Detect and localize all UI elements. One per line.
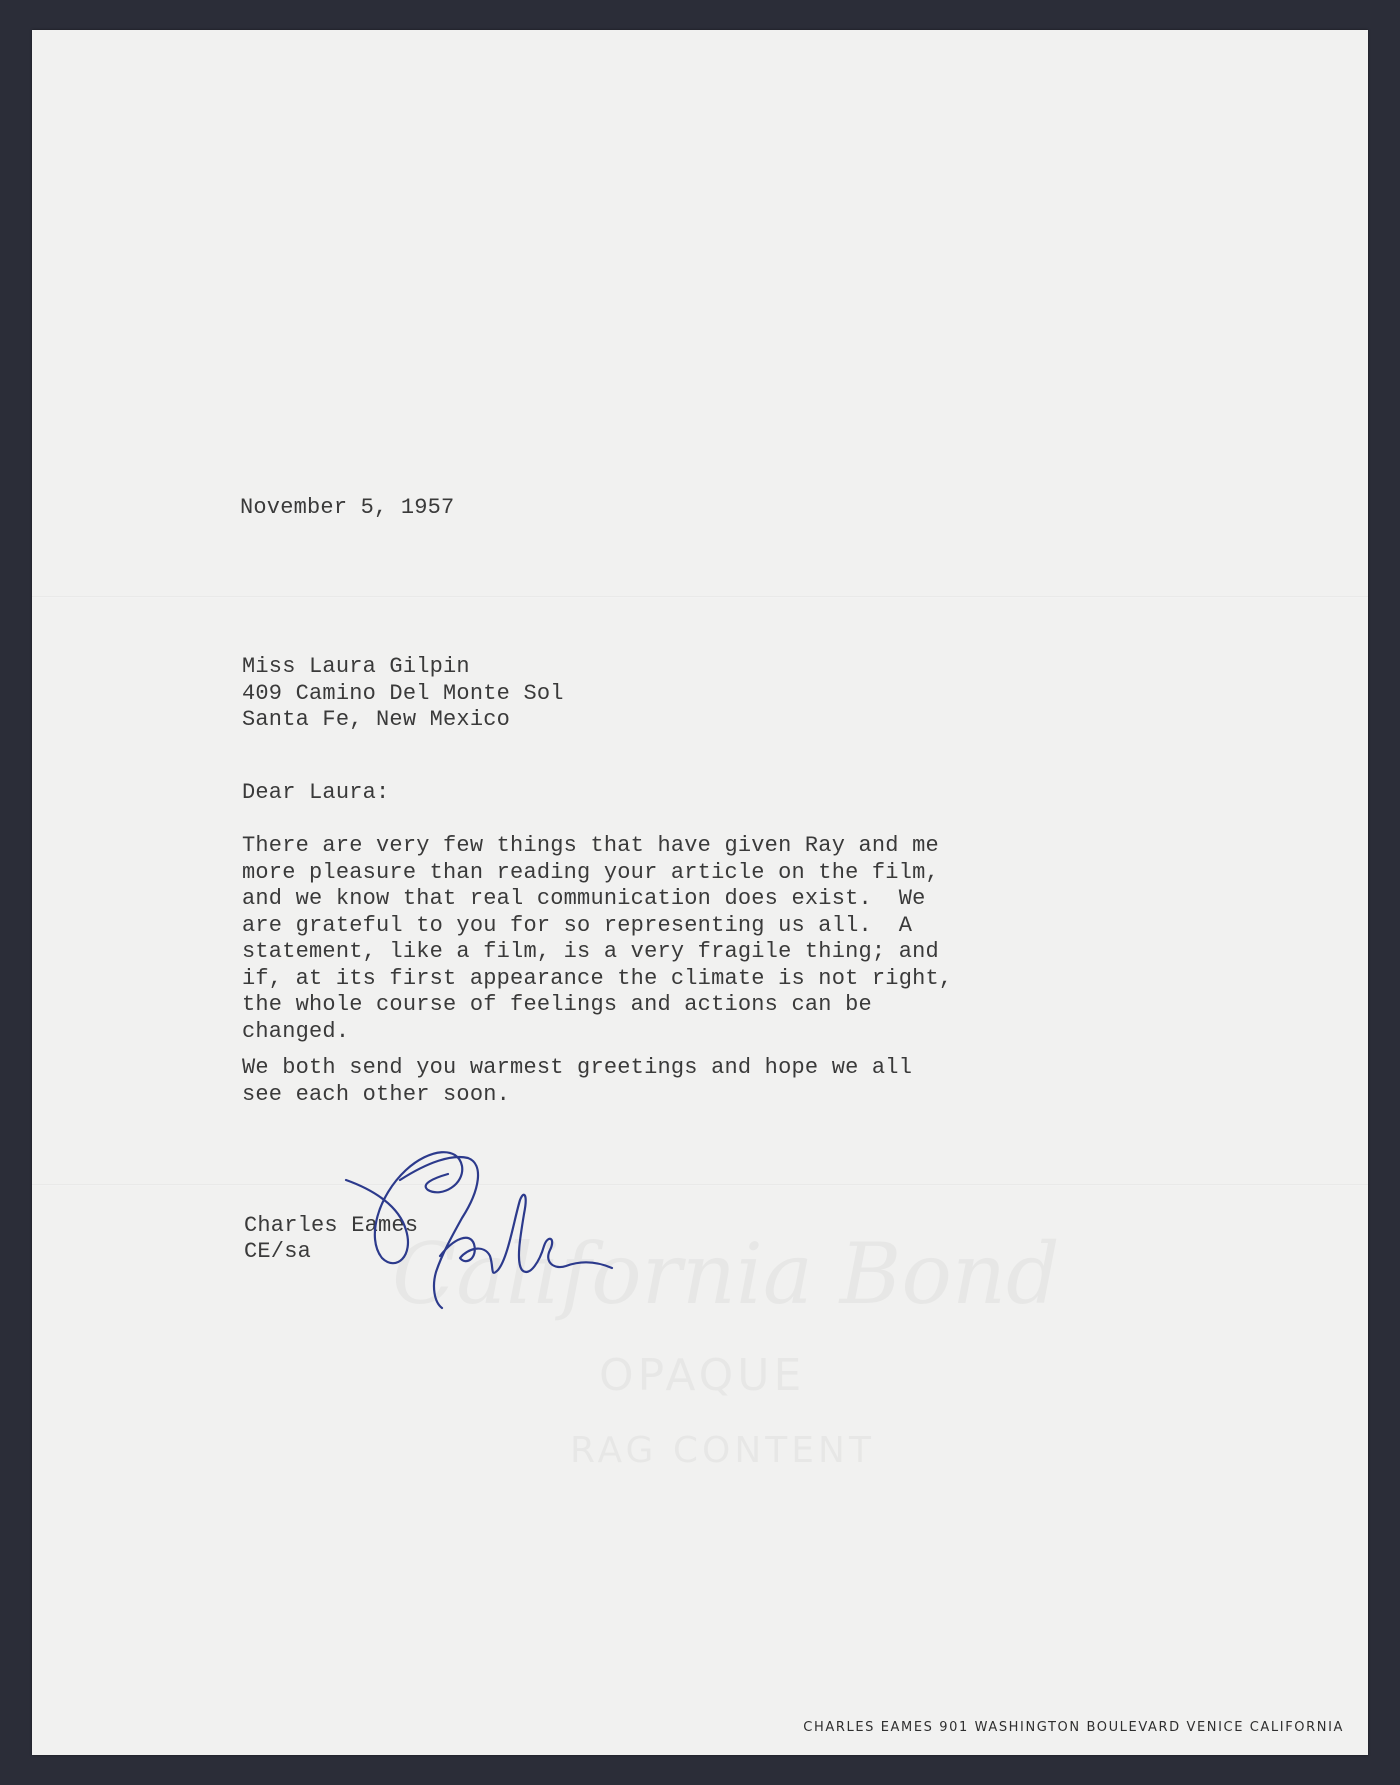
salutation: Dear Laura: — [242, 780, 390, 805]
body-line: the whole course of feelings and actions can be — [242, 992, 872, 1017]
closing-line: We both send you warmest greetings and hope we all — [242, 1055, 913, 1080]
typed-signer-name: Charles Eames — [244, 1213, 419, 1238]
fold-line-upper — [32, 596, 1368, 598]
reference-initials: CE/sa — [244, 1239, 312, 1264]
body-line: are grateful to you for so representing us all. A — [242, 912, 913, 938]
letter-date: November 5, 1957 — [240, 495, 455, 520]
recipient-address — [242, 654, 564, 734]
closing-line: see each other soon. — [242, 1081, 511, 1107]
body-paragraph — [242, 833, 952, 1045]
watermark-opaque — [599, 1350, 805, 1401]
closing-paragraph — [242, 1055, 912, 1108]
recipient-name: Miss Laura Gilpin — [242, 654, 470, 679]
body-line: more pleasure than reading your article on the film, — [242, 859, 939, 885]
body-line: statement, like a film, is a very fragile thing; and — [242, 939, 939, 964]
watermark-rag-content — [570, 1430, 875, 1471]
body-line: if, at its first appearance the climate is not right, — [242, 965, 953, 991]
body-line: There are very few things that have given Ray and me — [242, 833, 939, 858]
recipient-city: Santa Fe, New Mexico — [242, 707, 511, 732]
fold-line-lower — [32, 1184, 1368, 1186]
body-line: changed. — [242, 1018, 350, 1044]
body-line: and we know that real communication does exist. We — [242, 886, 926, 911]
letterhead-footer: CHARLES EAMES 901 WASHINGTON BOULEVARD VENICE CALIFORNIA — [803, 1720, 1344, 1735]
letter-sheet — [32, 30, 1368, 1755]
handwritten-signature — [344, 1138, 634, 1318]
recipient-street: 409 Camino Del Monte Sol — [242, 680, 564, 706]
